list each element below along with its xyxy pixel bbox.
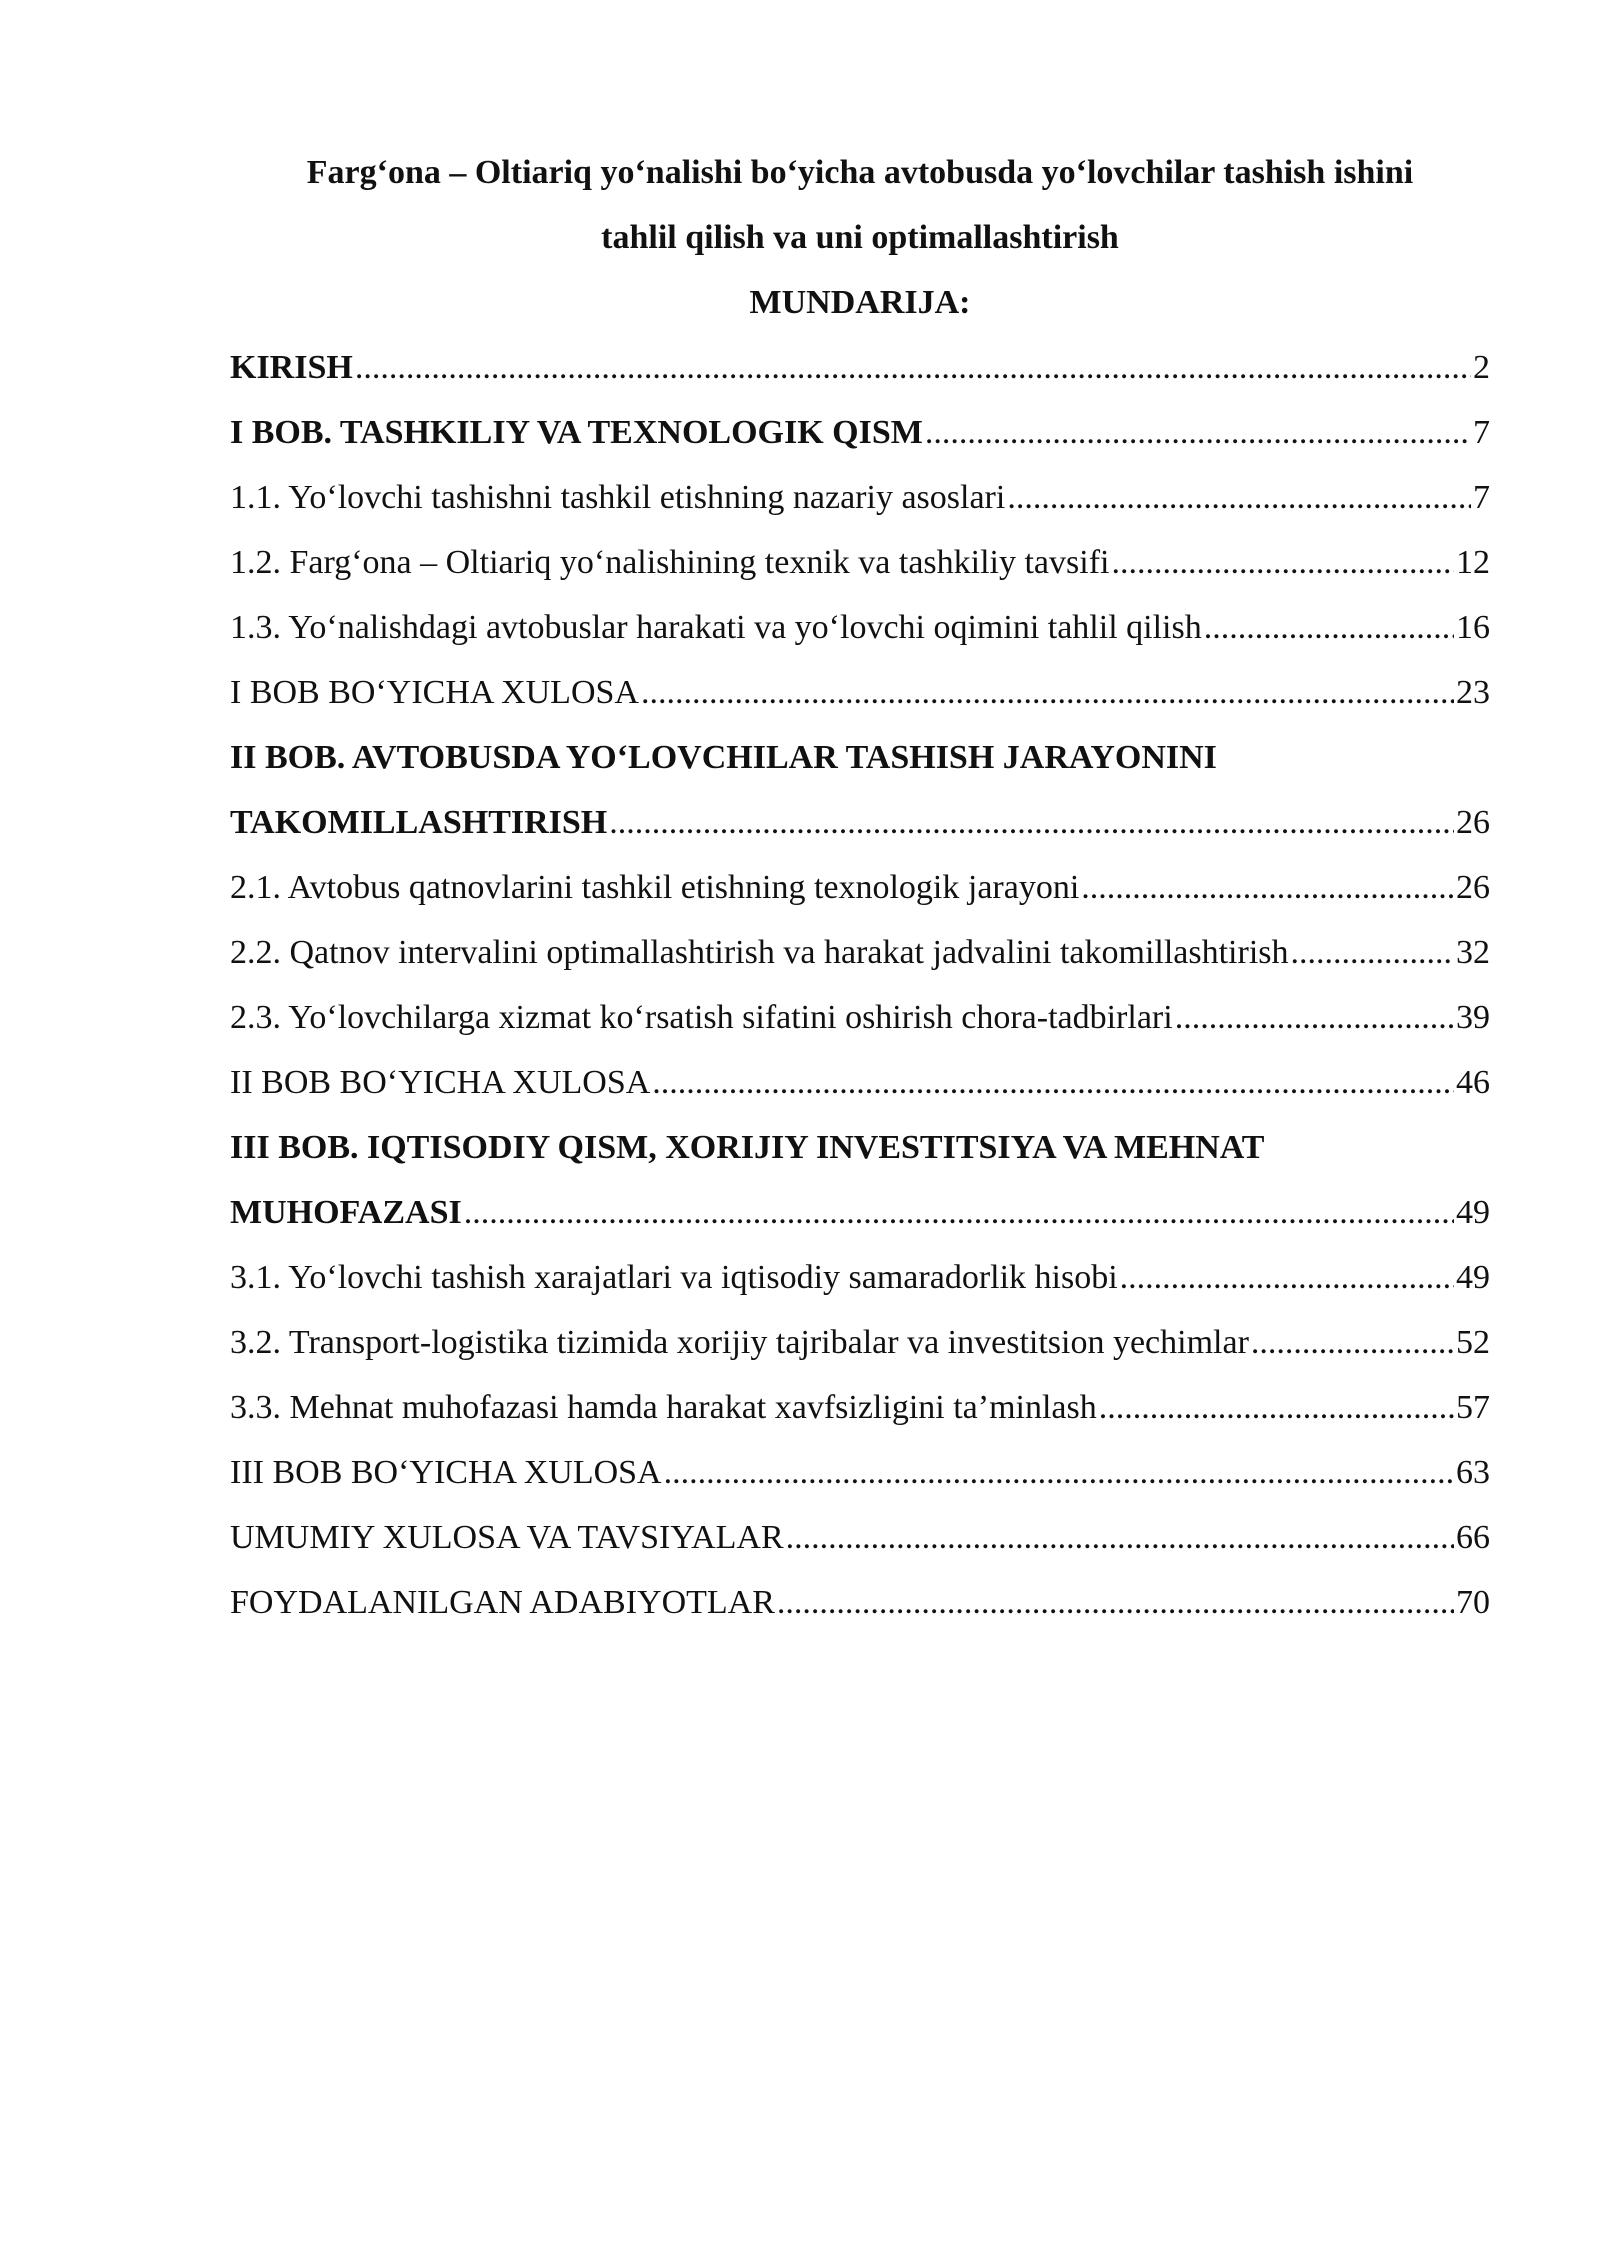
- toc-entry-3-3[interactable]: [230, 1375, 1490, 1440]
- toc-page-number: 63: [1456, 1454, 1490, 1491]
- toc-entry-label-line-1: II BOB. AVTOBUSDA YO‘LOVCHILAR TASHISH JARAYONINI: [230, 739, 1217, 776]
- table-of-contents: [230, 335, 1490, 1635]
- toc-entry-label: KIRISH: [230, 349, 353, 386]
- toc-entry-label: 3.1. Yo‘lovchi tashish xarajatlari va iqtisodiy samaradorlik hisobi: [230, 1259, 1118, 1296]
- toc-entry-1-1[interactable]: [230, 465, 1490, 530]
- toc-entry-label: 2.1. Avtobus qatnovlarini tashkil etishning texnologik jarayoni: [230, 869, 1080, 906]
- toc-leader-dots: [1081, 855, 1454, 920]
- toc-entry-label: 2.3. Yo‘lovchilarga xizmat ko‘rsatish sifatini oshirish chora-tadbirlari: [230, 999, 1173, 1036]
- toc-entry-label: II BOB BO‘YICHA XULOSA: [230, 1064, 651, 1101]
- toc-entry-2-2[interactable]: [230, 920, 1490, 985]
- toc-leader-dots: [1111, 530, 1454, 595]
- toc-leader-dots: [609, 790, 1454, 855]
- toc-entry-label: 1.2. Farg‘ona – Oltiariq yo‘nalishining texnik va tashkiliy tavsifi: [230, 544, 1110, 581]
- toc-leader-dots: [355, 335, 1471, 400]
- toc-entry-label-line-1: III BOB. IQTISODIY QISM, XORIJIY INVESTITSIYA VA MEHNAT: [230, 1129, 1265, 1166]
- toc-entry-1-3[interactable]: [230, 595, 1490, 660]
- toc-entry-label-line-2: TAKOMILLASHTIRISH: [230, 804, 608, 841]
- toc-entry-label: 1.1. Yo‘lovchi tashishni tashkil etishning nazariy asoslari: [230, 479, 1006, 516]
- toc-entry-xulosa-3[interactable]: [230, 1440, 1490, 1505]
- toc-leader-dots: [1291, 920, 1455, 985]
- toc-page-number: 26: [1456, 869, 1490, 906]
- toc-entry-2-3[interactable]: [230, 985, 1490, 1050]
- toc-page-number: 16: [1456, 609, 1490, 646]
- toc-page-number: 57: [1456, 1389, 1490, 1426]
- toc-entry-bob-1[interactable]: [230, 400, 1490, 465]
- toc-entry-umumiy-xulosa[interactable]: [230, 1505, 1490, 1570]
- toc-entry-bob-3-line-2: [230, 1180, 1490, 1245]
- toc-page-number: 7: [1473, 414, 1490, 451]
- toc-page-number: 23: [1456, 674, 1490, 711]
- toc-entry-bob-2[interactable]: [230, 725, 1490, 855]
- toc-entry-label: UMUMIY XULOSA VA TAVSIYALAR: [230, 1519, 784, 1556]
- toc-leader-dots: [925, 400, 1471, 465]
- toc-page-number: 49: [1456, 1259, 1490, 1296]
- document-title-line-1: Farg‘ona – Oltiariq yo‘nalishi bo‘yicha avtobusda yo‘lovchilar tashish ishini: [306, 154, 1414, 191]
- toc-leader-dots: [664, 1440, 1454, 1505]
- toc-page-number: 26: [1456, 804, 1490, 841]
- toc-leader-dots: [786, 1505, 1454, 1570]
- toc-leader-dots: [1099, 1375, 1454, 1440]
- toc-leader-dots: [464, 1180, 1454, 1245]
- document-title-line-2: tahlil qilish va uni optimallashtirish: [601, 219, 1119, 256]
- toc-leader-dots: [641, 660, 1454, 725]
- toc-entry-3-1[interactable]: [230, 1245, 1490, 1310]
- toc-entry-xulosa-2[interactable]: [230, 1050, 1490, 1115]
- toc-leader-dots: [777, 1570, 1454, 1635]
- toc-page-number: 46: [1456, 1064, 1490, 1101]
- toc-page-number: 32: [1456, 934, 1490, 971]
- toc-entry-bob-2-line-2: [230, 790, 1490, 855]
- toc-leader-dots: [1204, 595, 1454, 660]
- toc-entry-kirish[interactable]: [230, 335, 1490, 400]
- toc-page-number: 7: [1473, 479, 1490, 516]
- toc-page-number: 52: [1456, 1324, 1490, 1361]
- toc-leader-dots: [1007, 465, 1471, 530]
- toc-page-number: 70: [1456, 1584, 1490, 1621]
- toc-entry-label: 2.2. Qatnov intervalini optimallashtirish va harakat jadvalini takomillashtirish: [230, 934, 1289, 971]
- toc-entry-label: FOYDALANILGAN ADABIYOTLAR: [230, 1584, 775, 1621]
- toc-page-number: 49: [1456, 1194, 1490, 1231]
- toc-entry-bob-3[interactable]: [230, 1115, 1490, 1245]
- toc-heading: MUNDARIJA:: [749, 284, 971, 321]
- toc-entry-label: 3.3. Mehnat muhofazasi hamda harakat xavfsizligini ta’minlash: [230, 1389, 1097, 1426]
- toc-page-number: 2: [1473, 349, 1490, 386]
- toc-entry-label: 1.3. Yo‘nalishdagi avtobuslar harakati va yo‘lovchi oqimini tahlil qilish: [230, 609, 1202, 646]
- toc-entry-label-line-2: MUHOFAZASI: [230, 1194, 462, 1231]
- toc-entry-label: 3.2. Transport-logistika tizimida xorijiy tajribalar va investitsion yechimlar: [230, 1324, 1249, 1361]
- toc-page-number: 12: [1456, 544, 1490, 581]
- toc-entry-1-2[interactable]: [230, 530, 1490, 595]
- toc-entry-label: I BOB. TASHKILIY VA TEXNOLOGIK QISM: [230, 414, 923, 451]
- document-page: [230, 140, 1490, 1635]
- toc-entry-2-1[interactable]: [230, 855, 1490, 920]
- toc-leader-dots: [1251, 1310, 1454, 1375]
- toc-page-number: 39: [1456, 999, 1490, 1036]
- toc-entry-label: I BOB BO‘YICHA XULOSA: [230, 674, 639, 711]
- toc-leader-dots: [1175, 985, 1454, 1050]
- toc-entry-label: III BOB BO‘YICHA XULOSA: [230, 1454, 662, 1491]
- toc-leader-dots: [1120, 1245, 1454, 1310]
- toc-page-number: 66: [1456, 1519, 1490, 1556]
- toc-entry-3-2[interactable]: [230, 1310, 1490, 1375]
- toc-entry-xulosa-1[interactable]: [230, 660, 1490, 725]
- toc-entry-adabiyotlar[interactable]: [230, 1570, 1490, 1635]
- toc-leader-dots: [652, 1050, 1454, 1115]
